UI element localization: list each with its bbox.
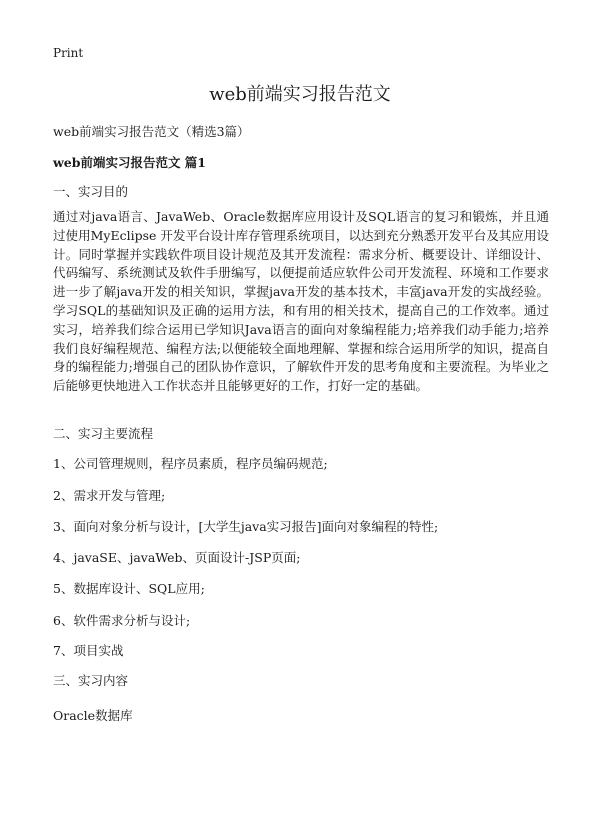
list-item: 4、javaSE、javaWeb、页面设计-JSP页面; <box>53 550 301 565</box>
document-subtitle: web前端实习报告范文（精选3篇） <box>53 124 250 139</box>
print-link[interactable]: Print <box>53 46 84 60</box>
list-item: 1、公司管理规则，程序员素质，程序员编码规范; <box>53 456 328 471</box>
list-item: 7、项目实战 <box>53 643 124 658</box>
heading-internship-content: 三、实习内容 <box>53 673 129 688</box>
document-title: web前端实习报告范文 <box>209 84 391 105</box>
section-heading: web前端实习报告范文 篇1 <box>53 155 207 170</box>
list-item: 2、需求开发与管理; <box>53 488 166 503</box>
list-item: 6、软件需求分析与设计; <box>53 613 191 628</box>
subheading-oracle: Oracle数据库 <box>53 708 133 723</box>
heading-main-process: 二、实习主要流程 <box>53 426 154 441</box>
paragraph-purpose: 通过对java语言、JavaWeb、Oracle数据库应用设计及SQL语言的复习和锻炼，并且通过使用MyEclipse 开发平台设计库存管理系统项目，以达到充分熟悉开发平台及其应用设计。同时掌握并实践软件项目设计规范及其开发流程：需求分析、概要设计、详细设计、代码编写、系统测试及软件手册编写，以便提前适应软件公司开发流程、环境和工作要求进一步了解java开发的相关知识，掌握java开发的基本技术，丰富java开发的实战经验。学习SQL的基础知识及正确的运用方法，和有用的相关技术，提高自己的工作效率。通过实习，培养我们综合运用已学知识Java语言的面向对象编程能力;培养我们动手能力;培养我们良好编程规范、编程方法;以便能较全面地理解、掌握和综合运用所学的知识，提高自身的编程能力;增强自己的团队协作意识，了解软件开发的思考角度和主要流程。为毕业之后能够更快地进入工作状态并且能够更好的工作，打好一定的基础。 <box>53 209 549 394</box>
list-item: 5、数据库设计、SQL应用; <box>53 581 205 596</box>
list-item: 3、面向对象分析与设计，[大学生java实习报告]面向对象编程的特性; <box>53 519 439 534</box>
heading-internship-purpose: 一、实习目的 <box>53 184 129 199</box>
